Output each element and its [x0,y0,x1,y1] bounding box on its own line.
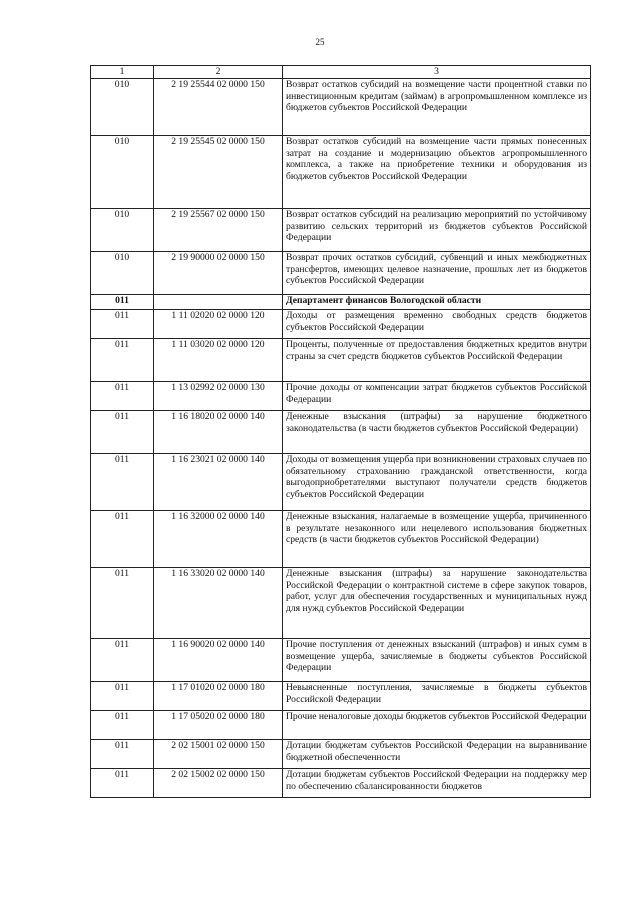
description-cell: Дотации бюджетам субъектов Российской Федерации на выравнивание бюджетной обеспеченности [283,740,591,769]
budget-code-cell [154,295,283,310]
admin-code-cell: 010 [91,252,154,295]
table-row [91,639,591,682]
description-cell: Денежные взыскания (штрафы) за нарушение законодательства Российской Федерации о контрактной системе в сфере закупок товаров, работ, услуг для обеспечения государственных и муниципальных нужд для нужд субъектов Российской Федерации [283,568,591,639]
budget-code-cell: 1 16 23021 02 0000 140 [154,454,283,511]
revenue-codes-table [90,65,591,798]
description-cell: Возврат остатков субсидий на реализацию мероприятий по устойчивому развитию сельских территорий из бюджетов субъектов Российской Федерации [283,209,591,252]
budget-code-cell: 2 19 25567 02 0000 150 [154,209,283,252]
admin-code-cell: 011 [91,769,154,798]
description-cell: Прочие доходы от компенсации затрат бюджетов субъектов Российской Федерации [283,382,591,411]
budget-code-cell: 1 11 03020 02 0000 120 [154,339,283,382]
description-cell: Возврат остатков субсидий на возмещение части процентной ставки по инвестиционным кредитам (займам) в агропромышленном комплексе из бюджетов субъектов Российской Федерации [283,79,591,136]
admin-code-cell: 010 [91,79,154,136]
table-row [91,511,591,568]
header-col-2: 2 [154,66,283,79]
description-cell: Прочие неналоговые доходы бюджетов субъектов Российской Федерации [283,711,591,740]
admin-code-cell: 011 [91,454,154,511]
admin-code-cell: 011 [91,711,154,740]
admin-code-cell: 011 [91,339,154,382]
description-cell: Возврат прочих остатков субсидий, субвенций и иных межбюджетных трансфертов, имеющих целевое назначение, прошлых лет из бюджетов субъектов Российской Федерации [283,252,591,295]
table-row [91,252,591,295]
table-row-department [91,295,591,310]
admin-code-cell: 011 [91,310,154,339]
admin-code-cell: 011 [91,511,154,568]
budget-code-cell: 2 02 15002 02 0000 150 [154,769,283,798]
table-row [91,769,591,798]
admin-code-cell: 011 [91,411,154,454]
admin-code-cell: 011 [91,295,154,310]
description-cell: Невыясненные поступления, зачисляемые в бюджеты субъектов Российской Федерации [283,682,591,711]
admin-code-cell: 010 [91,209,154,252]
budget-code-cell: 2 02 15001 02 0000 150 [154,740,283,769]
admin-code-cell: 011 [91,682,154,711]
header-col-1: 1 [91,66,154,79]
table-row [91,339,591,382]
budget-code-cell: 1 16 32000 02 0000 140 [154,511,283,568]
budget-code-cell: 1 16 33020 02 0000 140 [154,568,283,639]
table-row [91,310,591,339]
description-cell: Прочие поступления от денежных взысканий (штрафов) и иных сумм в возмещение ущерба, зачисляемые в бюджеты субъектов Российской Федерации [283,639,591,682]
admin-code-cell: 010 [91,136,154,209]
admin-code-cell: 011 [91,568,154,639]
admin-code-cell: 011 [91,740,154,769]
admin-code-cell: 011 [91,639,154,682]
table-row [91,411,591,454]
description-cell: Дотации бюджетам субъектов Российской Федерации на поддержку мер по обеспечению сбалансированности бюджетов [283,769,591,798]
table-row [91,454,591,511]
budget-code-cell: 1 11 02020 02 0000 120 [154,310,283,339]
budget-code-cell: 1 13 02992 02 0000 130 [154,382,283,411]
description-cell: Проценты, полученные от предоставления бюджетных кредитов внутри страны за счет средств бюджетов субъектов Российской Федерации [283,339,591,382]
budget-code-cell: 2 19 90000 02 0000 150 [154,252,283,295]
table-header-row [91,66,591,79]
admin-code-cell: 011 [91,382,154,411]
table-row [91,711,591,740]
table-row [91,568,591,639]
description-cell: Доходы от размещения временно свободных средств бюджетов субъектов Российской Федерации [283,310,591,339]
description-cell: Денежные взыскания (штрафы) за нарушение бюджетного законодательства (в части бюджетов субъектов Российской Федерации) [283,411,591,454]
budget-code-cell: 1 16 90020 02 0000 140 [154,639,283,682]
table-row [91,136,591,209]
description-cell: Департамент финансов Вологодской области [283,295,591,310]
budget-code-cell: 1 16 18020 02 0000 140 [154,411,283,454]
header-col-3: 3 [283,66,591,79]
description-cell: Денежные взыскания, налагаемые в возмещение ущерба, причиненного в результате незаконного или нецелевого использования бюджетных средств (в части бюджетов субъектов Российской Федерации) [283,511,591,568]
page-number: 25 [315,37,325,47]
table-row [91,79,591,136]
table-row [91,682,591,711]
budget-code-cell: 2 19 25545 02 0000 150 [154,136,283,209]
table-row [91,740,591,769]
budget-code-cell: 2 19 25544 02 0000 150 [154,79,283,136]
budget-code-cell: 1 17 05020 02 0000 180 [154,711,283,740]
description-cell: Возврат остатков субсидий на возмещение части прямых понесенных затрат на создание и модернизацию объектов агропромышленного комплекса, а также на приобретение техники и оборудования из бюджетов субъектов Российской Федерации [283,136,591,209]
table-row [91,209,591,252]
description-cell: Доходы от возмещения ущерба при возникновении страховых случаев по обязательному страхованию гражданской ответственности, когда выгодоприобретателями выступают получатели средств бюджетов субъектов Российской Федерации [283,454,591,511]
table-body [91,79,591,798]
table-row [91,382,591,411]
budget-code-cell: 1 17 01020 02 0000 180 [154,682,283,711]
